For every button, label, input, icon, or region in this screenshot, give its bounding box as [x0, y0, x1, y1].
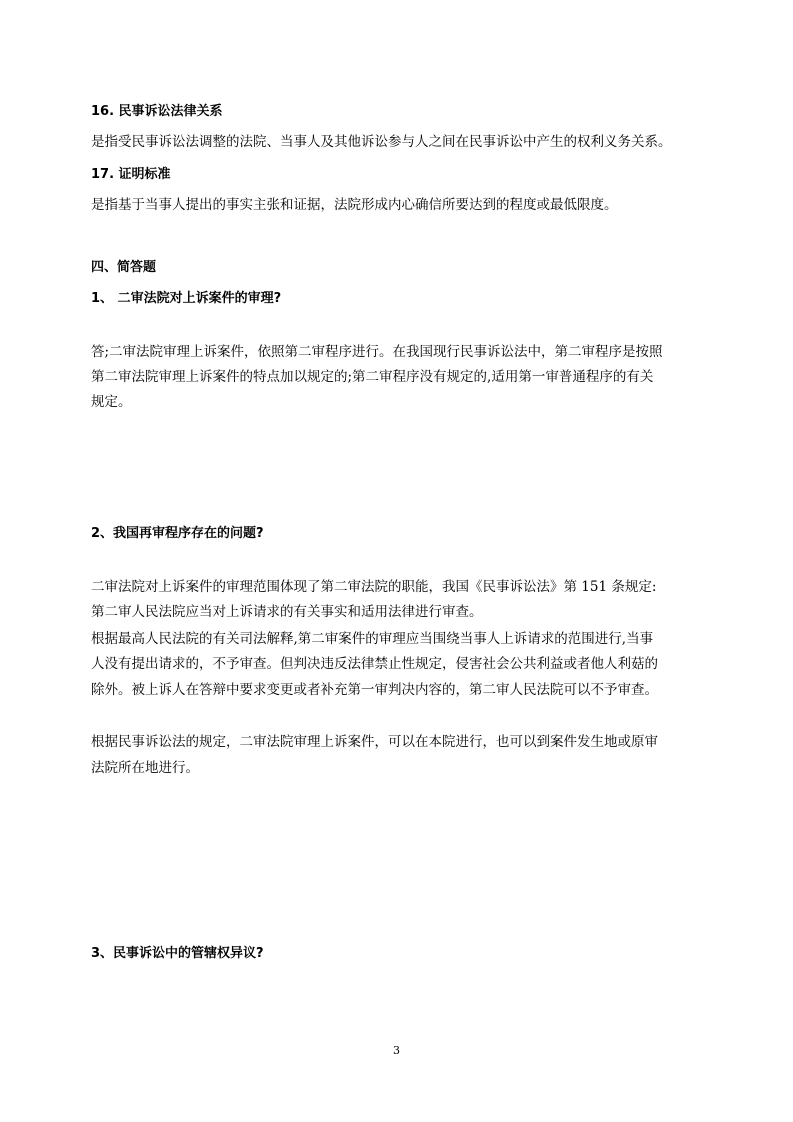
- question-2-answer-line: 法院所在地进行。: [91, 760, 199, 776]
- question-2-answer-line: 二审法院对上诉案件的审理范围体现了第二审法院的职能，我国《民事诉讼法》第 151 条规定:: [91, 579, 657, 595]
- question-1-answer-line: 答;二审法院审理上诉案件，依照第二审程序进行。在我国现行民事诉讼法中，第二审程序是按照: [91, 344, 663, 360]
- section-title: 四、简答题: [91, 260, 157, 275]
- question-1-title: 1、 二审法院对上诉案件的审理?: [91, 291, 282, 306]
- question-2-answer-line: 人没有提出请求的，不予审查。但判决违反法律禁止性规定，侵害社会公共利益或者他人利菇的: [91, 656, 658, 672]
- question-1-answer-line: 规定。: [91, 394, 132, 410]
- page-number: 3: [393, 1044, 400, 1057]
- term-16-definition: 是指受民事诉讼法调整的法院、当事人及其他诉讼参与人之间在民事诉讼中产生的权利义务关系。: [91, 134, 672, 150]
- term-16-heading: 16. 民事诉讼法律关系: [91, 104, 223, 119]
- question-3-title: 3、民事诉讼中的管辖权异议?: [91, 946, 264, 961]
- term-17-definition: 是指基于当事人提出的事实主张和证据，法院形成内心确信所要达到的程度或最低限度。: [91, 197, 618, 213]
- question-2-answer-line: 根据最高人民法院的有关司法解释,第二审案件的审理应当围绕当事人上诉请求的范围进行,当事: [91, 631, 654, 647]
- question-2-answer-line: 除外。被上诉人在答辩中要求变更或者补充第一审判决内容的，第二审人民法院可以不予审查。: [91, 682, 658, 698]
- question-1-answer-line: 第二审法院审理上诉案件的特点加以规定的;第二审程序没有规定的,适用第一审普通程序的有关: [91, 369, 654, 385]
- question-2-answer-line: 第二审人民法院应当对上诉请求的有关事实和适用法律进行审查。: [91, 604, 483, 620]
- question-2-title: 2、我国再审程序存在的问题?: [91, 526, 264, 541]
- question-2-answer-line: 根据民事诉讼法的规定，二审法院审理上诉案件，可以在本院进行，也可以到案件发生地或原审: [91, 734, 658, 750]
- term-17-heading: 17. 证明标准: [91, 167, 171, 182]
